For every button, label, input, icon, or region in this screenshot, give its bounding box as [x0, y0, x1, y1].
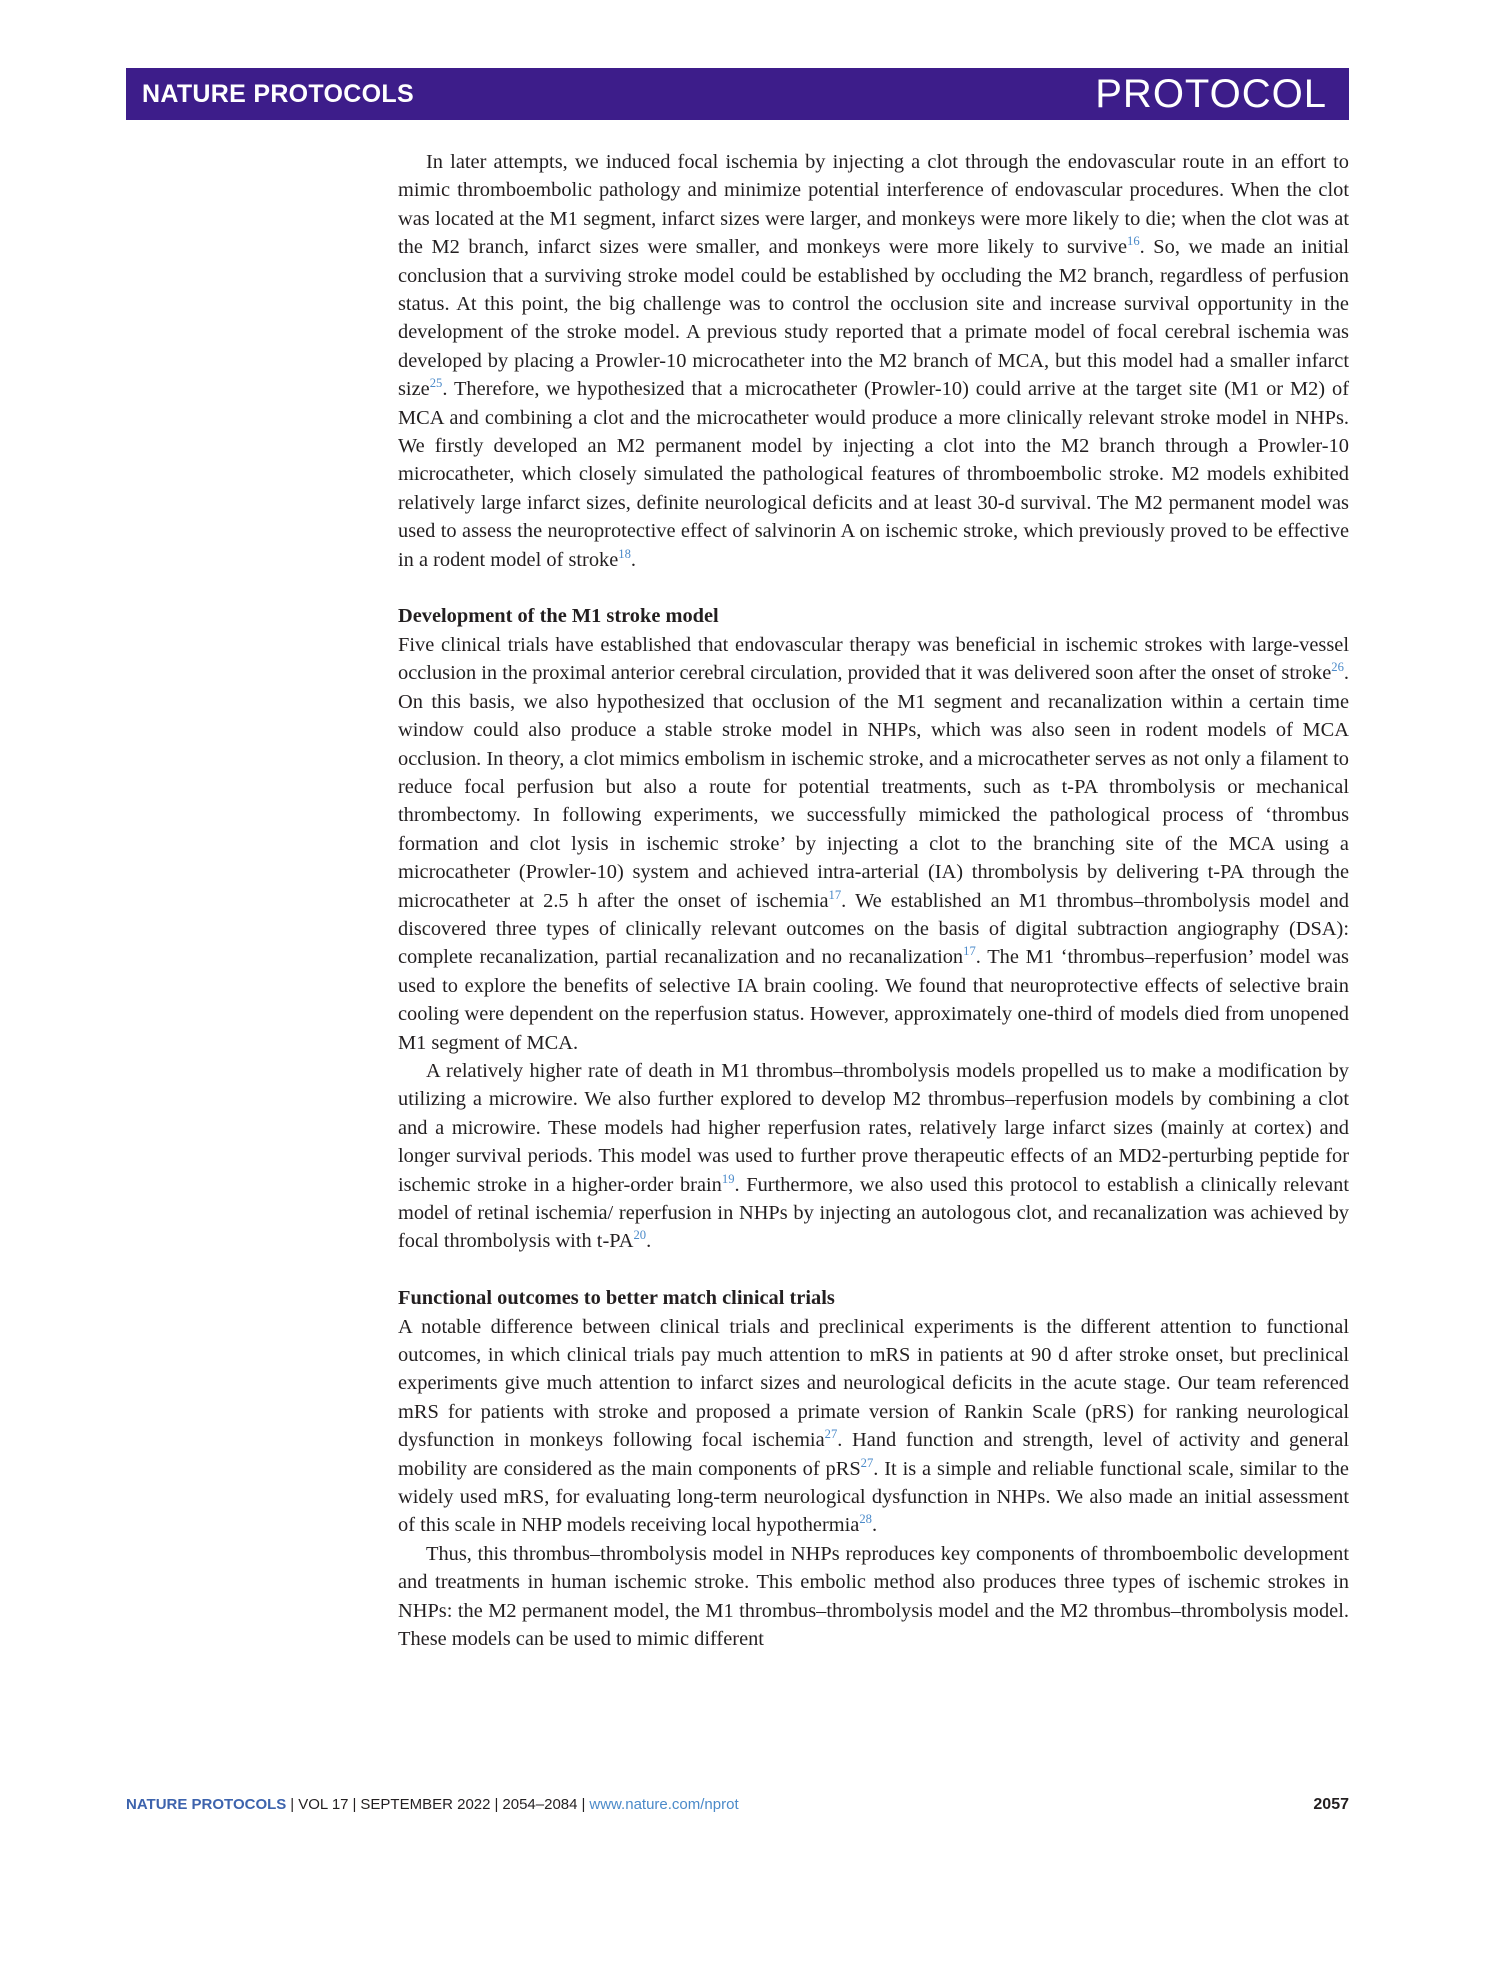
paragraph: Five clinical trials have established that endovascular therapy was beneficial in ischemic strokes with large-vessel occlusion in the proximal anterior cerebral circulation, provided that it was delivered soon after the onset of stroke$^{26}$. On this basis, we also hypothesized that occlusion of the M1 segment and recanalization within a certain time window could also produce a stable stroke model in NHPs, which was also seen in rodent models of MCA occlusion. In theory, a clot mimics embolism in ischemic stroke, and a microcatheter serves as not only a filament to reduce focal perfusion but also a route for potential treatments, such as t-PA thrombolysis or mechanical thrombectomy. In following experiments, we successfully mimicked the pathological process of ‘thrombus formation and clot lysis in ischemic stroke’ by injecting a clot to the branching site of the MCA using a microcatheter (Prowler-10) system and achieved intra-arterial (IA) thrombolysis by delivering t-PA through the microcatheter at 2.5 h after the onset of ischemia$^{17}$. We established an M1 thrombus–thrombolysis model and discovered three types of clinically relevant outcomes on the basis of digital subtraction angiography (DSA): complete recanalization, partial recanalization and no recanalization$^{17}$. The M1 ‘thrombus–reperfusion’ model was used to explore the benefits of selective IA brain cooling. We found that neuroprotective effects of selective brain cooling were dependent on the reperfusion status. However, approximately one-third of models died from unopened M1 segment of MCA.	[398, 633, 1350, 1054]
article-body	[398, 148, 1349, 1654]
journal-name: NATURE PROTOCOLS	[142, 79, 414, 108]
page-number: 2057	[1313, 1796, 1349, 1813]
footer-date: SEPTEMBER 2022	[360, 1796, 491, 1813]
footer-separator: |	[352, 1796, 357, 1813]
reference-link[interactable]: 16	[1127, 234, 1140, 248]
paragraph: Thus, this thrombus–thrombolysis model in NHPs reproduces key components of thromboembolic development and treatments in human ischemic stroke. This embolic method also produces three types of ischemic strokes in NHPs: the M2 permanent model, the M1 thrombus–thrombolysis model and the M2 thrombus–thrombolysis model. These models can be used to mimic different	[398, 1542, 1349, 1651]
paragraph: A relatively higher rate of death in M1 thrombus–thrombolysis models propelled us to make a modification by utilizing a microwire. We also further explored to develop M2 thrombus–reperfusion models by combining a clot and a microwire. These models had higher reperfusion rates, relatively large infarct sizes (mainly at cortex) and longer survival periods. This model was used to further prove therapeutic effects of an MD2-perturbing peptide for ischemic stroke in a higher-order brain$^{19}$. Furthermore, we also used this protocol to establish a clinically relevant model of retinal ischemia/ reperfusion in NHPs by injecting an autologous clot, and recanalization was achieved by focal thrombolysis with t-PA$^{20}$.	[398, 1059, 1349, 1253]
page-footer	[126, 1796, 1349, 1814]
paragraph: In later attempts, we induced focal ischemia by injecting a clot through the endovascular route in an effort to mimic thromboembolic pathology and minimize potential interference of endovascular procedures. When the clot was located at the M1 segment, infarct sizes were larger, and monkeys were more likely to die; when the clot was at the M2 branch, infarct sizes were smaller, and monkeys were more likely to survive$^{16}$. So, we made an initial conclusion that a surviving stroke model could be established by occluding the M2 branch, regardless of perfusion status. At this point, the big challenge was to control the occlusion site and increase survival opportunity in the development of the stroke model. A previous study reported that a primate model of focal cerebral ischemia was developed by placing a Prowler-10 microcatheter into the M2 branch of MCA, but this model had a smaller infarct size$^{25}$. Therefore, we hypothesized that a microcatheter (Prowler-10) could arrive at the target site (M1 or M2) of MCA and combining a clot and the microcatheter would produce a more clinically relevant stroke model in NHPs. We firstly developed an M2 permanent model by injecting a clot into the M2 branch through a Prowler-10 microcatheter, which closely simulated the pathological features of thromboembolic stroke. M2 models exhibited relatively large infarct sizes, definite neurological deficits and at least 30-d survival. The M2 permanent model was used to assess the neuroprotective effect of salvinorin A on ischemic stroke, which previously proved to be effective in a rodent model of stroke$^{18}$.	[398, 151, 1349, 571]
footer-separator: |	[494, 1796, 499, 1813]
reference-link[interactable]: 18	[618, 546, 631, 561]
article-type: PROTOCOL	[1095, 71, 1327, 116]
reference-link[interactable]: 25	[429, 376, 443, 391]
paragraph: A notable difference between clinical trials and preclinical experiments is the different attention to functional outcomes, in which clinical trials pay much attention to mRS in patients at 90 d after stroke onset, but preclinical experiments give much attention to infarct sizes and neurological deficits in the acute stage. Our team referenced mRS for patients with stroke and proposed a primate version of Rankin Scale (pRS) for ranking neurological dysfunction in monkeys following focal ischemia$^{27}$. Hand function and strength, level of activity and general mobility are considered as the main components of pRS$^{27}$. It is a simple and reliable functional scale, similar to the widely used mRS, for evaluating long-term neurological dysfunction in NHPs. We also made an initial assessment of this scale in NHP models receiving local hypothermia$^{28}$.	[398, 1315, 1349, 1537]
reference-link[interactable]: 17	[963, 944, 976, 959]
section-heading: Development of the M1 stroke model	[398, 605, 719, 628]
reference-link[interactable]: 27	[860, 1455, 874, 1470]
footer-pages: 2054–2084	[502, 1796, 578, 1813]
footer-separator: |	[581, 1796, 586, 1813]
reference-link[interactable]: 17	[828, 887, 842, 902]
reference-link[interactable]: 27	[824, 1427, 838, 1442]
reference-link[interactable]: 26	[1331, 660, 1344, 675]
reference-link[interactable]: 19	[721, 1171, 735, 1186]
footer-url-link[interactable]: www.nature.com/nprot	[589, 1796, 739, 1813]
section-heading: Functional outcomes to better match clinical trials	[398, 1287, 835, 1310]
journal-header-bar	[126, 68, 1349, 120]
reference-link[interactable]: 20	[633, 1228, 647, 1243]
footer-volume: VOL 17	[298, 1796, 349, 1813]
reference-link[interactable]: 28	[859, 1512, 872, 1527]
footer-separator: |	[290, 1796, 295, 1813]
footer-citation	[126, 1796, 739, 1814]
footer-journal: NATURE PROTOCOLS	[126, 1796, 287, 1813]
